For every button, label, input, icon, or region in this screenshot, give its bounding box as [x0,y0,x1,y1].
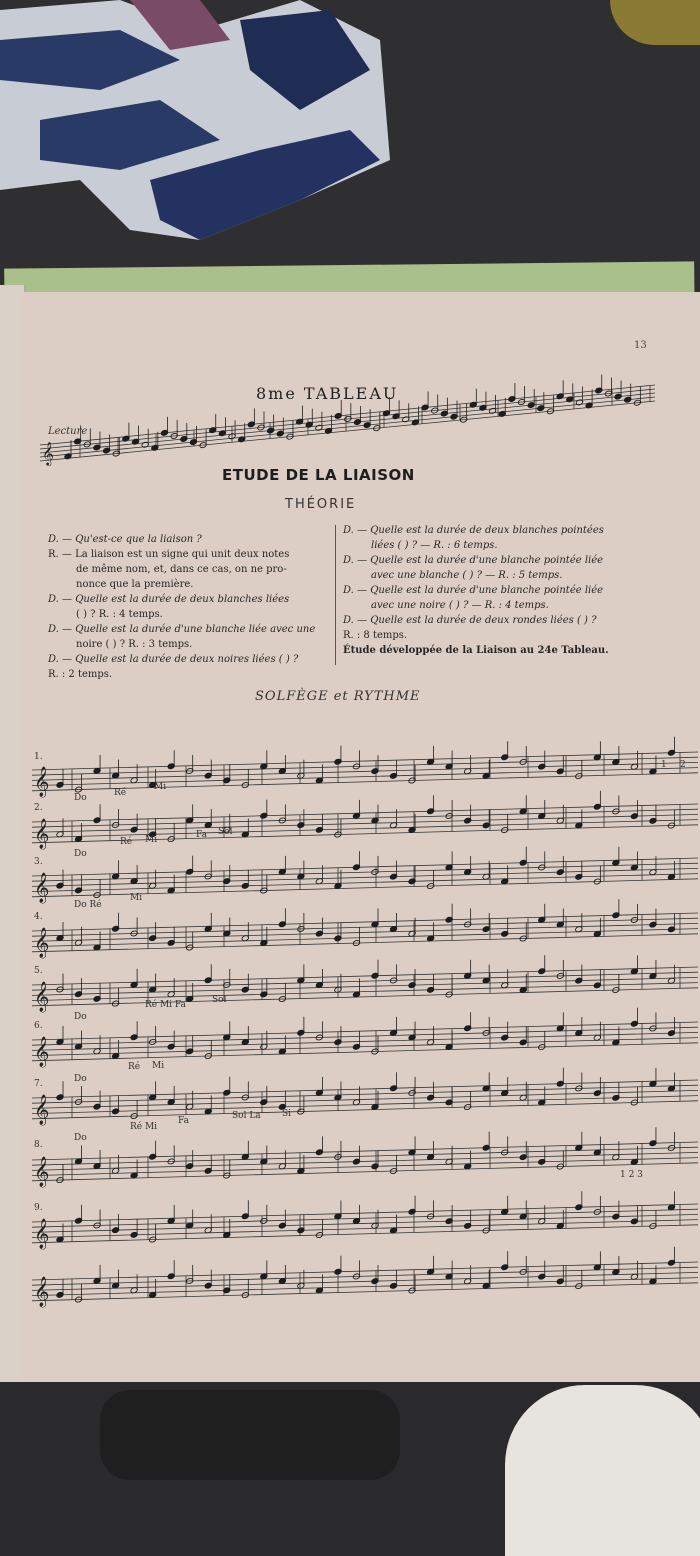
treble-clef: 𝄞 [34,1218,50,1249]
note-label: Do [74,1074,87,1084]
theory-line: D. — Quelle est la durée d'une blanche pointée liée [343,555,604,566]
staff-line [32,1272,698,1290]
treble-clef: 𝄞 [34,818,50,849]
note-label: Ré [120,837,133,847]
treble-clef: 𝄞 [34,872,50,903]
staff-line [32,988,698,1006]
treble-clef: 𝄞 [34,1156,50,1187]
theory-line: noire ( ) ? R. : 3 temps. [76,639,193,650]
staff-number: 9. [34,1203,43,1213]
theory-line: liées ( ) ? — R. : 6 temps. [371,540,498,551]
note-label: Sol [218,827,233,837]
treble-clef: 𝄞 [34,981,50,1012]
staff-line [32,773,698,791]
staff-number: 5. [34,966,43,976]
staff-line [32,1209,698,1227]
note-label: Do [74,849,87,859]
page-number: 13 [634,340,647,351]
staff-number: 2. [34,803,43,813]
staff-number: 7. [34,1079,43,1089]
staff-line [40,393,655,453]
staff-line [32,1096,698,1114]
volta-number: 1 2 3 [620,1170,643,1180]
tableau-heading: 8me TABLEAU [256,384,399,403]
theory-line: R. — La liaison est un signe qui unit deux notes [48,549,290,560]
note-label: Mi [152,1061,165,1071]
theory-line: ( ) ? R. : 4 temps. [76,609,163,620]
note-label: Fa [178,1116,189,1126]
staff-line [32,1214,698,1232]
staff-number: 8. [34,1140,43,1150]
theory-line: D. — Quelle est la durée de deux blanches pointées [343,525,604,536]
note-label: Do Ré [74,900,102,910]
theory-line: avec une noire ( ) ? — R. : 4 temps. [371,600,549,611]
note-label: Si [282,1109,292,1119]
theory-line: de même nom, et, dans ce cas, on ne pro- [76,564,287,575]
treble-clef: 𝄞 [34,1276,50,1307]
note-label: Ré Mi [130,1122,158,1132]
treble-clef: 𝄞 [34,927,50,958]
theory-subtitle: THÉORIE [285,497,357,512]
staff-line [40,397,655,457]
volta-number: 1 [661,760,667,770]
volta-number: 2 [680,760,686,770]
dark-tray [100,1390,400,1480]
theory-line: R. : 2 temps. [48,669,113,680]
theory-line: R. : 8 temps. [343,630,408,641]
staff-line [32,762,698,780]
note-label: Mi [154,782,167,792]
page-title: ETUDE DE LA LIAISON [222,466,415,484]
theory-line: Étude développée de la Liaison au 24e Tableau. [343,645,609,656]
staff-number: 3. [34,857,43,867]
staff-line [32,1043,698,1061]
staff-line [32,809,698,827]
theory-line: D. — Quelle est la durée de deux blanches liées [48,594,290,605]
note-label: Mi [130,893,143,903]
staff-line [32,1158,698,1176]
staff-line [40,401,655,461]
staff-line [32,1283,698,1301]
treble-clef: 𝄞 [34,766,50,797]
theory-line: D. — Qu'est-ce que la liaison ? [48,534,202,545]
theory-line: D. — Quelle est la durée d'une blanche liée avec une [48,624,316,635]
staff-line [32,858,698,876]
staff-number: 6. [34,1021,43,1031]
theory-line: D. — Quelle est la durée de deux noires liées ( ) ? [48,654,299,665]
staff-line [32,913,698,931]
note-label: Sol [212,995,227,1005]
note-label: Do [74,1133,87,1143]
staff-line [32,1204,698,1222]
staff-number: 1. [34,752,43,762]
note-label: Do [74,1012,87,1022]
note-label: Ré [114,788,127,798]
theory-line: avec une blanche ( ) ? — R. : 5 temps. [371,570,563,581]
staff-number: 4. [34,912,43,922]
note-label: Do [74,793,87,803]
treble-clef: 𝄞 [34,1094,50,1125]
theory-line: nonce que la première. [76,579,194,590]
note-label: Ré Mi Fa [145,1000,186,1010]
note-label: Ré [128,1062,141,1072]
lecture-label: Lecture [48,426,88,437]
treble-clef: 𝄞 [42,441,54,465]
note-label: Sol La [232,1111,261,1121]
white-cup [505,1385,700,1556]
note-label: Fa [196,830,207,840]
note-label: Mi [145,835,158,845]
theory-line: D. — Quelle est la durée de deux rondes liées ( ) ? [343,615,597,626]
staff-line [32,1101,698,1119]
solfege-heading: SOLFÈGE et RYTHME [255,689,421,704]
treble-clef: 𝄞 [34,1036,50,1067]
theory-line: D. — Quelle est la durée d'une blanche pointée liée [343,585,604,596]
